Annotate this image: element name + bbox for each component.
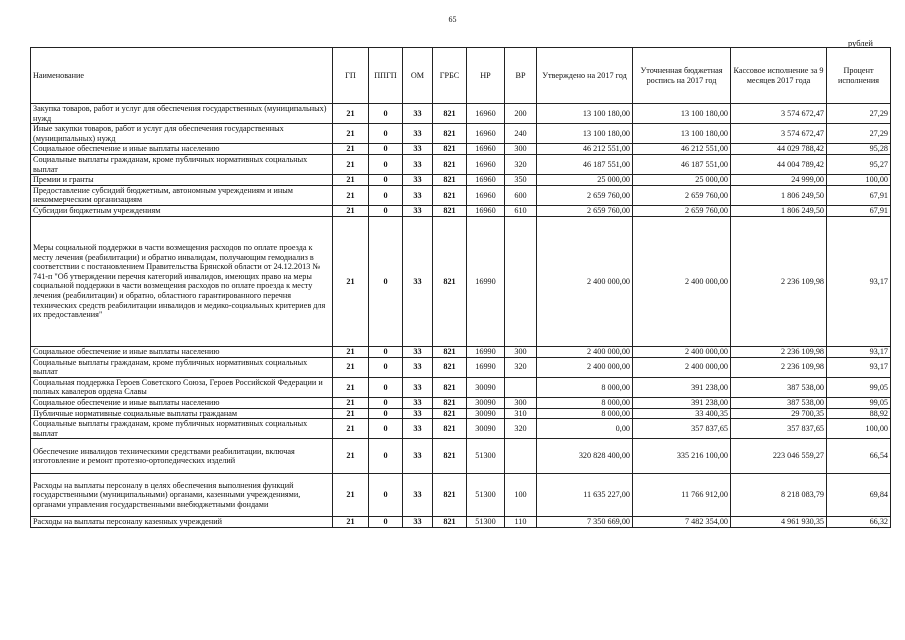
- row-grbs: 821: [433, 216, 467, 346]
- row-name: Социальное обеспечение и иные выплаты населению: [31, 144, 333, 155]
- row-approved: 7 350 669,00: [537, 517, 633, 528]
- row-vr: [505, 439, 537, 474]
- row-grbs: 821: [433, 419, 467, 439]
- row-cash: 2 236 109,98: [731, 346, 827, 357]
- row-vr: 610: [505, 205, 537, 216]
- table-row: [31, 408, 891, 419]
- row-om: 33: [403, 474, 433, 517]
- row-percent: 69,84: [827, 474, 891, 517]
- row-vr: 300: [505, 144, 537, 155]
- row-gp: 21: [333, 124, 369, 144]
- row-approved: 8 000,00: [537, 377, 633, 397]
- row-om: 33: [403, 419, 433, 439]
- header-approved: Утверждено на 2017 год: [537, 48, 633, 104]
- table-row: [31, 185, 891, 205]
- row-vr: 320: [505, 419, 537, 439]
- row-vr: 300: [505, 397, 537, 408]
- row-approved: 2 659 760,00: [537, 185, 633, 205]
- row-gp: 21: [333, 377, 369, 397]
- row-gp: 21: [333, 104, 369, 124]
- row-gp: 21: [333, 474, 369, 517]
- row-om: 33: [403, 377, 433, 397]
- row-nr: 51300: [467, 517, 505, 528]
- row-grbs: 821: [433, 205, 467, 216]
- unit-label: рублей: [848, 38, 873, 48]
- row-refined: 46 212 551,00: [633, 144, 731, 155]
- table-row: [31, 216, 891, 346]
- row-cash: 1 806 249,50: [731, 205, 827, 216]
- row-name: Предоставление субсидий бюджетным, автономным учреждениям и иным некоммерческим организациям: [31, 185, 333, 205]
- row-gp: 21: [333, 185, 369, 205]
- row-cash: 4 961 930,35: [731, 517, 827, 528]
- row-name: Обеспечение инвалидов техническими средствами реабилитации, включая изготовление и ремонт протезно-ортопедических изделий: [31, 439, 333, 474]
- row-nr: 16990: [467, 216, 505, 346]
- row-ppgp: 0: [369, 124, 403, 144]
- header-percent: Процент исполнения: [827, 48, 891, 104]
- row-refined: 13 100 180,00: [633, 124, 731, 144]
- header-om: ОМ: [403, 48, 433, 104]
- row-gp: 21: [333, 419, 369, 439]
- row-gp: 21: [333, 357, 369, 377]
- row-name: Расходы на выплаты персоналу казенных учреждений: [31, 517, 333, 528]
- row-vr: [505, 216, 537, 346]
- row-percent: 100,00: [827, 175, 891, 186]
- row-cash: 1 806 249,50: [731, 185, 827, 205]
- row-refined: 2 400 000,00: [633, 346, 731, 357]
- row-approved: 0,00: [537, 419, 633, 439]
- row-refined: 46 187 551,00: [633, 154, 731, 174]
- row-ppgp: 0: [369, 377, 403, 397]
- row-approved: 8 000,00: [537, 408, 633, 419]
- table-row: [31, 124, 891, 144]
- row-grbs: 821: [433, 357, 467, 377]
- header-ppgp: ППГП: [369, 48, 403, 104]
- row-refined: 2 659 760,00: [633, 205, 731, 216]
- row-vr: 300: [505, 346, 537, 357]
- row-vr: [505, 377, 537, 397]
- row-nr: 51300: [467, 439, 505, 474]
- row-om: 33: [403, 205, 433, 216]
- row-cash: 29 700,35: [731, 408, 827, 419]
- row-ppgp: 0: [369, 205, 403, 216]
- table-row: [31, 205, 891, 216]
- row-nr: 16960: [467, 154, 505, 174]
- row-om: 33: [403, 175, 433, 186]
- row-cash: 8 218 083,79: [731, 474, 827, 517]
- row-percent: 93,17: [827, 216, 891, 346]
- row-om: 33: [403, 216, 433, 346]
- row-cash: 44 004 789,42: [731, 154, 827, 174]
- row-approved: 46 212 551,00: [537, 144, 633, 155]
- row-name: Меры социальной поддержки в части возмещения расходов по оплате проезда к месту лечения (реабилитации) и обратно инвалидам, получающим гемодиализ в соответствии с постановлением Правительства Брянской области от 24.12.2013 № 741-п "Об утверждении перечня категорий инвалидов, имеющих право на меры социальной поддержки в части возмещения расходов по оплате проезда к месту лечения (реабилитации) и обратно, областного гарантированного перечня технических средств реабилитации инвалидов и медико-социальных критериев для их предоставления": [31, 216, 333, 346]
- row-cash: 2 236 109,98: [731, 216, 827, 346]
- row-refined: 391 238,00: [633, 377, 731, 397]
- row-percent: 99,05: [827, 377, 891, 397]
- row-ppgp: 0: [369, 104, 403, 124]
- row-vr: 320: [505, 357, 537, 377]
- row-grbs: 821: [433, 104, 467, 124]
- row-approved: 320 828 400,00: [537, 439, 633, 474]
- row-om: 33: [403, 439, 433, 474]
- row-cash: 387 538,00: [731, 377, 827, 397]
- row-vr: 310: [505, 408, 537, 419]
- table-row: [31, 377, 891, 397]
- row-name: Социальные выплаты гражданам, кроме публичных нормативных социальных выплат: [31, 154, 333, 174]
- table-header: [31, 48, 891, 104]
- row-grbs: 821: [433, 346, 467, 357]
- row-refined: 2 400 000,00: [633, 357, 731, 377]
- row-vr: 350: [505, 175, 537, 186]
- row-grbs: 821: [433, 517, 467, 528]
- row-cash: 44 029 788,42: [731, 144, 827, 155]
- row-cash: 3 574 672,47: [731, 124, 827, 144]
- row-refined: 33 400,35: [633, 408, 731, 419]
- row-name: Социальное обеспечение и иные выплаты населению: [31, 346, 333, 357]
- row-percent: 66,54: [827, 439, 891, 474]
- row-refined: 357 837,65: [633, 419, 731, 439]
- header-grbs: ГРБС: [433, 48, 467, 104]
- row-name: Субсидии бюджетным учреждениям: [31, 205, 333, 216]
- row-grbs: 821: [433, 474, 467, 517]
- row-ppgp: 0: [369, 419, 403, 439]
- row-ppgp: 0: [369, 439, 403, 474]
- row-cash: 3 574 672,47: [731, 104, 827, 124]
- row-nr: 51300: [467, 474, 505, 517]
- row-name: Социальные выплаты гражданам, кроме публичных нормативных социальных выплат: [31, 419, 333, 439]
- budget-table: [30, 47, 891, 528]
- row-ppgp: 0: [369, 216, 403, 346]
- row-approved: 25 000,00: [537, 175, 633, 186]
- page-number: 65: [448, 15, 457, 24]
- row-grbs: 821: [433, 185, 467, 205]
- header-refined: Уточненная бюджетная роспись на 2017 год: [633, 48, 731, 104]
- table-row: [31, 439, 891, 474]
- row-refined: 391 238,00: [633, 397, 731, 408]
- row-vr: 200: [505, 104, 537, 124]
- row-percent: 100,00: [827, 419, 891, 439]
- row-nr: 30090: [467, 397, 505, 408]
- row-ppgp: 0: [369, 474, 403, 517]
- row-nr: 30090: [467, 377, 505, 397]
- row-name: Премии и гранты: [31, 175, 333, 186]
- table-row: [31, 144, 891, 155]
- row-percent: 67,91: [827, 205, 891, 216]
- row-gp: 21: [333, 397, 369, 408]
- row-nr: 16960: [467, 185, 505, 205]
- row-gp: 21: [333, 144, 369, 155]
- row-vr: 110: [505, 517, 537, 528]
- row-approved: 2 400 000,00: [537, 357, 633, 377]
- row-percent: 67,91: [827, 185, 891, 205]
- row-om: 33: [403, 397, 433, 408]
- row-refined: 11 766 912,00: [633, 474, 731, 517]
- row-nr: 30090: [467, 408, 505, 419]
- row-nr: 16960: [467, 124, 505, 144]
- row-grbs: 821: [433, 154, 467, 174]
- row-name: Закупка товаров, работ и услуг для обеспечения государственных (муниципальных) нужд: [31, 104, 333, 124]
- row-gp: 21: [333, 517, 369, 528]
- row-refined: 7 482 354,00: [633, 517, 731, 528]
- row-approved: 46 187 551,00: [537, 154, 633, 174]
- row-nr: 16960: [467, 144, 505, 155]
- row-gp: 21: [333, 216, 369, 346]
- row-refined: 25 000,00: [633, 175, 731, 186]
- row-om: 33: [403, 346, 433, 357]
- row-approved: 13 100 180,00: [537, 124, 633, 144]
- row-grbs: 821: [433, 439, 467, 474]
- row-name: Иные закупки товаров, работ и услуг для обеспечения государственных (муниципальных) нужд: [31, 124, 333, 144]
- row-refined: 13 100 180,00: [633, 104, 731, 124]
- row-name: Социальная поддержка Героев Советского Союза, Героев Российской Федерации и полных кавалеров ордена Славы: [31, 377, 333, 397]
- row-gp: 21: [333, 439, 369, 474]
- row-nr: 16960: [467, 205, 505, 216]
- row-om: 33: [403, 517, 433, 528]
- table-row: [31, 346, 891, 357]
- row-percent: 66,32: [827, 517, 891, 528]
- row-approved: 8 000,00: [537, 397, 633, 408]
- row-percent: 93,17: [827, 346, 891, 357]
- header-nr: НР: [467, 48, 505, 104]
- row-ppgp: 0: [369, 408, 403, 419]
- row-cash: 357 837,65: [731, 419, 827, 439]
- row-nr: 16960: [467, 104, 505, 124]
- row-om: 33: [403, 154, 433, 174]
- row-approved: 2 659 760,00: [537, 205, 633, 216]
- row-om: 33: [403, 408, 433, 419]
- row-approved: 2 400 000,00: [537, 216, 633, 346]
- row-vr: 600: [505, 185, 537, 205]
- row-om: 33: [403, 357, 433, 377]
- row-percent: 99,05: [827, 397, 891, 408]
- row-ppgp: 0: [369, 517, 403, 528]
- row-grbs: 821: [433, 377, 467, 397]
- row-om: 33: [403, 104, 433, 124]
- row-nr: 16960: [467, 175, 505, 186]
- header-vr: ВР: [505, 48, 537, 104]
- table-body: [31, 104, 891, 528]
- row-approved: 13 100 180,00: [537, 104, 633, 124]
- row-ppgp: 0: [369, 175, 403, 186]
- row-cash: 2 236 109,98: [731, 357, 827, 377]
- row-name: Социальное обеспечение и иные выплаты населению: [31, 397, 333, 408]
- row-refined: 2 659 760,00: [633, 185, 731, 205]
- row-grbs: 821: [433, 144, 467, 155]
- row-gp: 21: [333, 154, 369, 174]
- header-gp: ГП: [333, 48, 369, 104]
- row-ppgp: 0: [369, 346, 403, 357]
- header-cash: Кассовое исполнение за 9 месяцев 2017 года: [731, 48, 827, 104]
- row-nr: 16990: [467, 357, 505, 377]
- row-om: 33: [403, 185, 433, 205]
- row-gp: 21: [333, 205, 369, 216]
- header-row: [31, 48, 891, 104]
- row-approved: 11 635 227,00: [537, 474, 633, 517]
- row-ppgp: 0: [369, 357, 403, 377]
- row-percent: 27,29: [827, 124, 891, 144]
- row-ppgp: 0: [369, 185, 403, 205]
- row-percent: 27,29: [827, 104, 891, 124]
- table-row: [31, 357, 891, 377]
- table-row: [31, 517, 891, 528]
- row-percent: 95,28: [827, 144, 891, 155]
- row-nr: 30090: [467, 419, 505, 439]
- row-grbs: 821: [433, 408, 467, 419]
- row-name: Расходы на выплаты персоналу в целях обеспечения выполнения функций государственными (муниципальными) органами, казенными учреждениями, органами управления государственными внебюджетными фондами: [31, 474, 333, 517]
- row-om: 33: [403, 124, 433, 144]
- row-grbs: 821: [433, 397, 467, 408]
- row-om: 33: [403, 144, 433, 155]
- row-percent: 95,27: [827, 154, 891, 174]
- row-nr: 16990: [467, 346, 505, 357]
- header-name: Наименование: [31, 48, 333, 104]
- table-row: [31, 104, 891, 124]
- row-name: Социальные выплаты гражданам, кроме публичных нормативных социальных выплат: [31, 357, 333, 377]
- row-cash: 24 999,00: [731, 175, 827, 186]
- row-grbs: 821: [433, 175, 467, 186]
- row-refined: 2 400 000,00: [633, 216, 731, 346]
- table-row: [31, 419, 891, 439]
- row-vr: 240: [505, 124, 537, 144]
- row-cash: 387 538,00: [731, 397, 827, 408]
- row-gp: 21: [333, 175, 369, 186]
- table-row: [31, 474, 891, 517]
- row-percent: 93,17: [827, 357, 891, 377]
- table-row: [31, 397, 891, 408]
- table-row: [31, 175, 891, 186]
- row-vr: 320: [505, 154, 537, 174]
- row-grbs: 821: [433, 124, 467, 144]
- row-cash: 223 046 559,27: [731, 439, 827, 474]
- row-gp: 21: [333, 408, 369, 419]
- row-approved: 2 400 000,00: [537, 346, 633, 357]
- row-ppgp: 0: [369, 144, 403, 155]
- row-vr: 100: [505, 474, 537, 517]
- table-row: [31, 154, 891, 174]
- row-percent: 88,92: [827, 408, 891, 419]
- row-name: Публичные нормативные социальные выплаты гражданам: [31, 408, 333, 419]
- row-refined: 335 216 100,00: [633, 439, 731, 474]
- row-gp: 21: [333, 346, 369, 357]
- row-ppgp: 0: [369, 397, 403, 408]
- row-ppgp: 0: [369, 154, 403, 174]
